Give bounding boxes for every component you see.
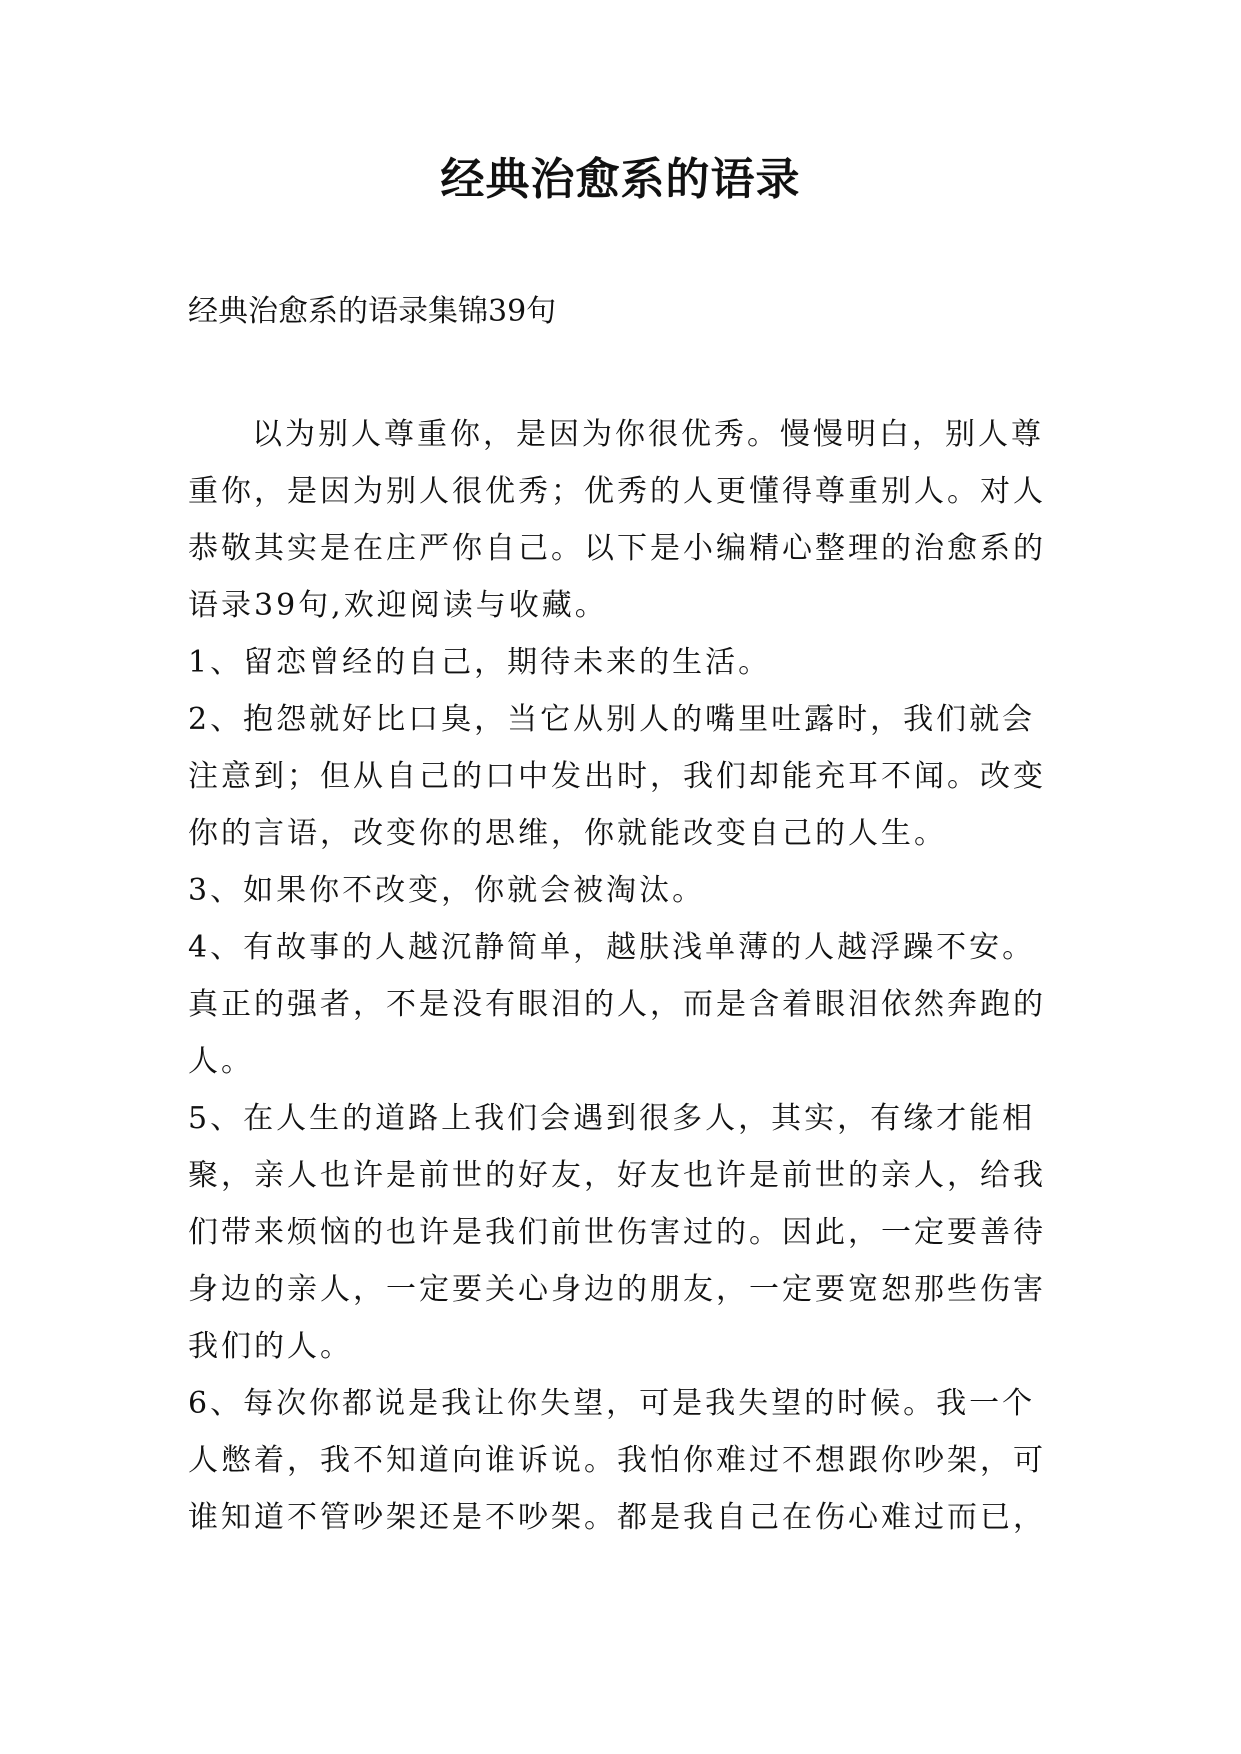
quote-item: 1、留恋曾经的自己，期待未来的生活。 bbox=[188, 645, 772, 680]
quote-item: 6、每次你都说是我让你失望，可是我失望的时候。我一个人憋着，我不知道向谁诉说。我怕你难过不想跟你吵架，可谁知道不管吵架还是不吵架。都是我自己在伤心难过而已， bbox=[188, 1386, 1046, 1535]
document-subtitle: 经典治愈系的语录集锦39句 bbox=[188, 294, 557, 329]
quote-item: 3、如果你不改变，你就会被淘汰。 bbox=[188, 873, 706, 908]
document-body bbox=[188, 406, 1058, 1546]
quote-item: 2、抱怨就好比口臭，当它从别人的嘴里吐露时，我们就会注意到；但从自己的口中发出时，我们却能充耳不闻。改变你的言语，改变你的思维，你就能改变自己的人生。 bbox=[188, 702, 1046, 851]
intro-paragraph: 以为别人尊重你，是因为你很优秀。慢慢明白，别人尊重你，是因为别人很优秀；优秀的人更懂得尊重别人。对人恭敬其实是在庄严你自己。以下是小编精心整理的治愈系的语录39句,欢迎阅读与收藏。 bbox=[188, 417, 1046, 623]
document-title: 经典治愈系的语录 bbox=[440, 154, 801, 205]
quote-item: 4、有故事的人越沉静简单，越肤浅单薄的人越浮躁不安。真正的强者，不是没有眼泪的人，而是含着眼泪依然奔跑的人。 bbox=[188, 930, 1046, 1079]
quote-item: 5、在人生的道路上我们会遇到很多人，其实，有缘才能相聚，亲人也许是前世的好友，好友也许是前世的亲人，给我们带来烦恼的也许是我们前世伤害过的。因此，一定要善待身边的亲人，一定要关心身边的朋友，一定要宽恕那些伤害我们的人。 bbox=[188, 1101, 1046, 1364]
